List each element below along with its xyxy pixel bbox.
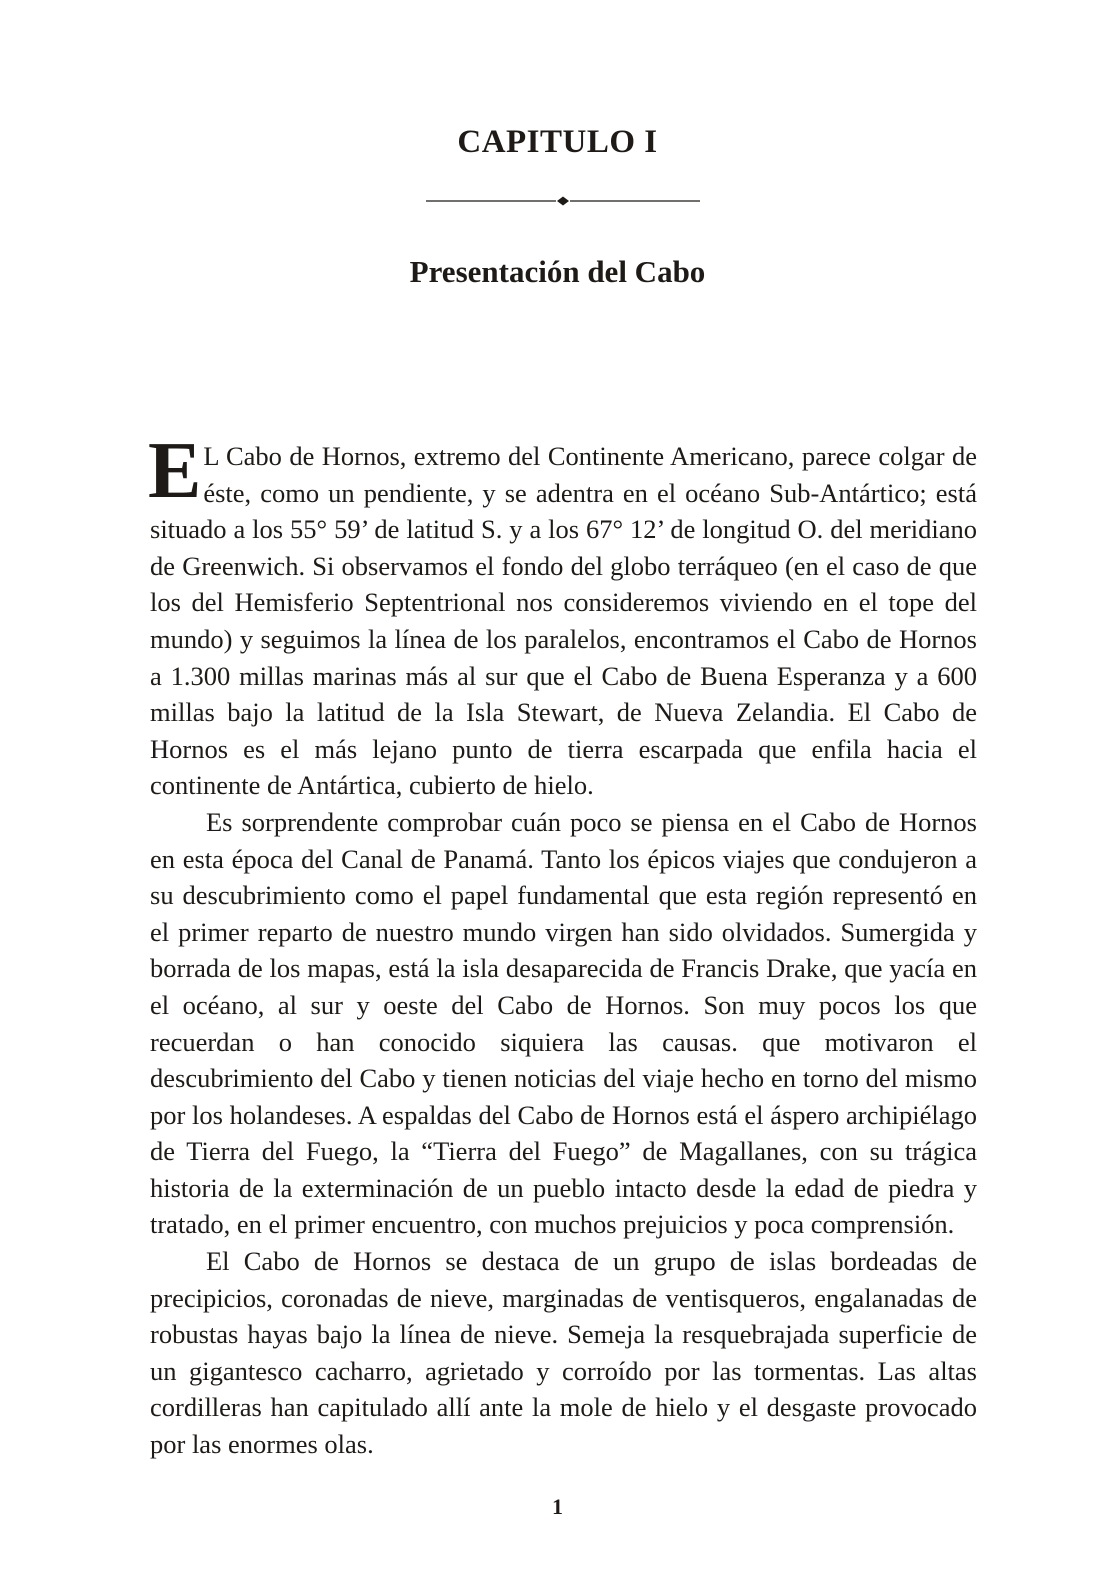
paragraph-1 xyxy=(148,427,977,804)
drop-cap: E xyxy=(148,427,202,515)
paragraph-2: Es sorprendente comprobar cuán poco se piensa en el Cabo de Hornos en esta época del Canal de Panamá. Tanto los épicos viajes que condujeron a su descubrimiento como el papel fundamental que esta región representó en el primer reparto de nuestro mundo virgen han sido olvidados. Sumergida y borrada de los mapas, está la isla desaparecida de Francis Drake, que yacía en el océano, al sur y oeste del Cabo de Hornos. Son muy pocos los que recuerdan o han conocido siquiera las causas. que motivaron el descubrimiento del Cabo y tienen noticias del viaje hecho en torno del mismo por los holandeses. A espaldas del Cabo de Hornos está el áspero archipiélago de Tierra del Fuego, la “Tierra del Fuego” de Magallanes, con su trágica historia de la exterminación de un pueblo intacto desde la edad de piedra y tratado, en el primer encuentro, con muchos prejuicios y poca comprensión. xyxy=(150,806,977,1240)
page-number: 1 xyxy=(552,1494,563,1519)
body-text xyxy=(148,427,977,1463)
section-title: Presentación del Cabo xyxy=(409,254,706,289)
paragraph-1-text: L Cabo de Hornos, extremo del Continente Americano, parece colgar de éste, como un pendiente, y se adentra en el océano Sub-Antártico; está situado a los 55° 59’ de latitud S. y a los 67° 12’ de longitud O. del meridiano de Greenwich. Si observamos el fondo del globo terráqueo (en el caso de que los del Hemisferio Septentrional nos consideremos viviendo en el tope del mundo) y seguimos la línea de los paralelos, encontramos el Cabo de Hornos a 1.300 millas marinas más al sur que el Cabo de Buena Esperanza y a 600 millas bajo la latitud de la Isla Stewart, de Nueva Zelandia. El Cabo de Hornos es el más lejano punto de tierra escarpada que enfila hacia el continente de Antártica, cubierto de hielo. xyxy=(150,441,977,801)
ornament-diamond xyxy=(557,197,569,206)
paragraph-3: El Cabo de Hornos se destaca de un grupo de islas bordeadas de precipicios, coronadas de nieve, marginadas de ventisqueros, engalanadas de robustas hayas bajo la línea de nieve. Semeja la resquebrajada superficie de un gigantesco cacharro, agrietado y corroído por las tormentas. Las altas cordilleras han capitulado allí ante la mole de hielo y el desgaste provocado por las enormes olas. xyxy=(150,1246,977,1460)
chapter-title: CAPITULO I xyxy=(457,124,658,160)
ornament-divider xyxy=(426,193,700,209)
